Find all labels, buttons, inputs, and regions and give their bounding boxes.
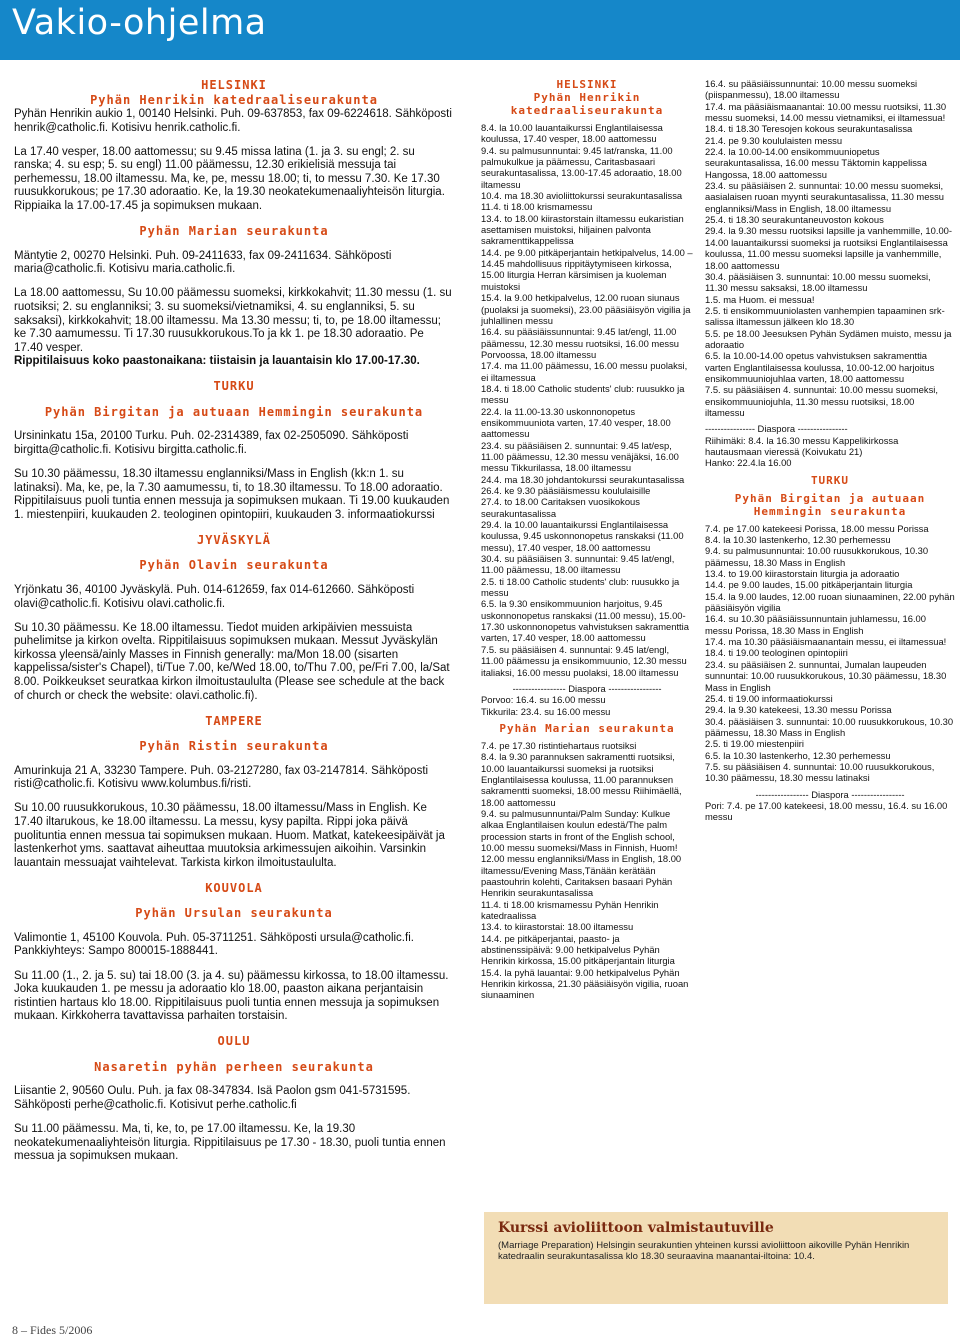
schedule-text: 15.4. la 9.00 laudes, 12.00 ruoan siunaaminen, 22.00 pyhän pääsiäisyön vigilia — [705, 590, 955, 614]
schedule-text: 13.4. to 18.00 kiirastorstain iltamessu eukaristian asettamisen muistoksi, hiljainen palvonta sakramenttikappelissa — [481, 212, 684, 247]
spacer — [14, 239, 454, 250]
spacer — [14, 548, 454, 559]
schedule-text: 6.5. la 10.00-14.00 opetus vahvistuksen sakramenttia varten Englantilaisessa koulussa, 10.00-12.00 harjoitus ensikommuuniojuhlaa varten, 18.00 aattomessu — [705, 350, 935, 384]
section-heading: TAMPERE — [205, 713, 263, 728]
page-footer: 8 – Fides 5/2006 — [12, 1323, 93, 1337]
notice-text: Rippitilaisuus koko paastonaikana: tiistaisin ja lauantaisin klo 17.00-17.30. — [14, 355, 420, 368]
schedule-text: 7.5. su pääsiäisen 4. sunnuntai: 10.00 messu suomeksi, ensikommuuniojuhla, 11.30 messu ruotsiksi, 18.00 iltamessu — [705, 384, 938, 418]
column-more-events — [705, 78, 955, 823]
schedule-text: 2.5. ti ensikommuuniolasten vanhempien tapaaminen srk-salissa iltamessun jälkeen klo 18.30 — [705, 304, 945, 328]
schedule-text: 2.5. ti 18.00 Catholic students' club: ruusukko ja messu — [481, 575, 680, 599]
schedule-text: Porvoo: 16.4. su 16.00 messu — [481, 694, 606, 706]
schedule-text: 14.4. pe pitkäperjantai, paasto- ja abstinenssipäivä: 9.00 hetkipalvelus Pyhän Henrikin kirkossa, 15.00 pitkäperjantain liturgia — [481, 932, 675, 967]
schedule-text: 8.4. la 10.00 lauantaikurssi Englantilaisessa koulussa, 17.40 vesper, 18.00 aattomessu — [481, 122, 663, 145]
schedule-text: 7.4. pe 17.00 katekeesi Porissa, 18.00 messu Porissa — [705, 522, 929, 534]
schedule-text: 11.4. ti 18.00 krismamessu Pyhän Henrikin katedraalissa — [481, 898, 659, 922]
schedule-text: 1.5. ma Huom. ei messua! — [705, 293, 815, 305]
schedule-text: Yrjönkatu 36, 40100 Jyväskylä. Puh. 014-612659, fax 014-612660. Sähköposti olavi@catholic.fi. Kotisivu olavi.catholic.fi. — [14, 583, 415, 610]
section-heading: Pyhän Marian seurakunta — [499, 721, 675, 735]
spacer — [14, 896, 454, 907]
schedule-text: 7.5. su pääsiäisen 4. sunnuntai: 10.00 ruusukkorukous, 10.30 päämessu, 18.30 messu latinaksi — [705, 760, 935, 784]
section-heading: Pyhän Olavin seurakunta — [139, 558, 329, 573]
section-heading: Pyhän Ristin seurakunta — [139, 739, 329, 754]
schedule-text: Pori: 7.4. pe 17.00 katekeesi, 18.00 messu, 16.4. su 16.00 messu — [705, 799, 948, 823]
schedule-text: 21.4. pe 9.30 koululaisten messu — [705, 134, 843, 146]
schedule-text: Liisantie 2, 90560 Oulu. Puh. ja fax 08-347834. Isä Paolon gsm 041-5731595. Sähköposti perhe@catholic.fi. Kotisivut perhe.catholic.fi — [14, 1085, 411, 1112]
schedule-text: 30.4. pääsiäisen 3. sunnuntai: 10.00 messu suomeksi, 11.30 messu saksaksi, 18.00 iltamessu — [705, 270, 931, 294]
schedule-text: 29.4. la 10.00 lauantaikurssi Englantilaisessa koulussa, 9.45 uskonnonopetus ranskaksi (11.00 messu), 17.40 vesper, 18.00 aattomessu — [481, 519, 684, 553]
diaspora-divider: ----------------- Diaspora ----------------- — [755, 788, 905, 800]
schedule-text: 7.4. pe 17.30 ristintiehartaus ruotsiksi — [481, 739, 637, 751]
section-heading: HELSINKI — [556, 78, 618, 91]
column-helsinki-events — [481, 78, 693, 1001]
schedule-text: 7.5. su pääsiäisen 4. sunnuntai: 9.45 lat/engl, 11.00 päämessu ja ensikommuunio, 12.30 messu italiaksi, 16.00 messu puolaksi, 18.00 iltamessu — [481, 643, 687, 678]
spacer — [14, 959, 454, 970]
schedule-text: 16.4. su pääsiäissunnuntai: 9.45 lat/engl, 11.00 päämessu, 12.30 messu ruotsiksi, 16.00 messu Porvoossa, 18.00 iltamessu — [481, 326, 680, 360]
schedule-text: 17.4. ma 10.30 pääsiäismaanantain messu, ei iltamessua! — [705, 636, 947, 648]
marriage-course-box — [484, 1212, 948, 1304]
schedule-text: 11.4. ti 18.00 krismamessu — [481, 201, 593, 213]
schedule-text: Hanko: 22.4.la 16.00 — [705, 457, 792, 469]
section-heading: TURKU — [810, 473, 850, 487]
schedule-text: 8.4. la 9.30 parannuksen sakramentti ruotsiksi, 10.00 lauantaikurssi suomeksi ja ruotsiksi Englantilaisessa koulussa, 11.00 parannuksen sakramentti suomeksi, 18.00 messu Riihimäellä, 18.00 aattomessu — [481, 751, 682, 808]
schedule-text: 13.4. to 19.00 kiirastorstain liturgia ja adoraatio — [705, 568, 900, 580]
schedule-text: 29.4. la 9.30 messu ruotsiksi lapsille ja vanhemmille, 10.00-14.00 lauantaikurssi suomeksi ja ruotsiksi Englantilaisessa koulussa, 11.00 messu suomeksi lapsille ja vanhemmille, 18.00 aattomessu — [705, 225, 952, 271]
schedule-text: 29.4. la 9.30 katekeesi, 13.30 messu Porissa — [705, 704, 892, 716]
spacer — [14, 1113, 454, 1124]
spacer — [14, 1075, 454, 1086]
schedule-text: 22.4. la 10.00-14.00 ensikommuuniopetus seurakuntasalissa, 16.00 messu Täktomin kappelissa Hangossa, 18.00 aattomessu — [705, 146, 927, 180]
schedule-text: ---------------- Diaspora ---------------- — [705, 423, 848, 435]
schedule-text: Valimontie 1, 45100 Kouvola. Puh. 05-3711251. Sähköposti ursula@catholic.fi. Pankkiyhteys: Sampo 800015-1888441. — [14, 931, 414, 958]
schedule-text: 30.4. pääsiäisen 3. sunnuntai: 10.00 ruusukkorukous, 10.30 päämessu, 18.30 Mass in English — [705, 715, 954, 738]
schedule-text: 16.4. su 10.30 pääsiäissunnuntain juhlamessu, 16.00 messu Porissa, 18.30 Mass in English — [705, 613, 926, 636]
schedule-text: 8.4. la 10.30 lastenkerho, 12.30 perhemessu — [705, 534, 891, 546]
section-heading: JYVÄSKYLÄ — [196, 532, 272, 547]
section-heading: Pyhän Birgitan ja autuaan Hemmingin seurakunta — [734, 491, 926, 518]
spacer — [14, 573, 454, 584]
section-heading: OULU — [217, 1034, 251, 1049]
spacer — [14, 921, 454, 932]
schedule-text: 18.4. ti 18.30 Teresojen kokous seurakuntasalissa — [705, 123, 913, 135]
spacer — [14, 458, 454, 469]
spacer — [14, 611, 454, 622]
schedule-text: 6.5. la 9.30 ensikommuunion harjoitus, 9.45 uskonnonopetus ranskaksi (11.00 messu), 15.00-17.30 uskonnonopetus vahvistuksen sakramenttia varten, 17.40 vesper, 18.00 aattomessu — [481, 598, 689, 644]
schedule-text: Tikkurila: 23.4. su 16.00 messu — [481, 705, 611, 717]
section-heading: Pyhän Ursulan seurakunta — [135, 906, 333, 921]
schedule-text: 14.4. pe 9.00 laudes, 15.00 pitkäperjantain liturgia — [705, 579, 913, 591]
schedule-text: 25.4. ti 19.00 informaatiokurssi — [705, 692, 833, 704]
spacer — [14, 277, 454, 288]
spacer — [14, 1049, 454, 1060]
schedule-text: La 18.00 aattomessu, Su 10.00 päämessu suomeksi, kirkkokahvit; 11.30 messu (1. su ruotsiksi; 2. su englanniksi; 3. su suomeksi/vietnamiksi, 4. su englanniksi, 5. su saksaksi), kirkkokahvit; 18.00 iltamessu. Ma 13.30 messu; ti, to, pe 18.00 iltamessu; ke 7.30 aamumessu. Ti 17.30 ruusukkorukous.To ja kk 1. pe 18.30 adoraatio. Pe 17.40 vesper. — [14, 287, 452, 354]
schedule-text: Ursininkatu 15a, 20100 Turku. Puh. 02-2314389, fax 02-2505090. Sähköposti birgitta@catholic.fi. Kotisivu birgitta.catholic.fi. — [14, 430, 409, 456]
section-heading: TURKU — [213, 379, 255, 394]
page-title: Vakio-ohjelma — [12, 3, 267, 43]
spacer — [14, 522, 454, 533]
column-main — [14, 78, 454, 1164]
schedule-text: La 17.40 vesper, 18.00 aattomessu; su 9.45 missa latina (1. ja 3. su engl; 2. su ranska; 4. su esp; 5. su engl) 11.00 päämessu, 12.30 erikielisiä messuja tai perhemessu, 18.00 iltamessu. Ma, ke, pe, messu 18.00; ti, to messu 7.30. Ke 17.30 ruusukkorukous; pe 17.30 adoraatio. Ke, la 19.30 neokatekumenaaliyhteisön liturgia. Rippiaika la 17.00-17.45 ja sopimuksen mukaan. — [14, 145, 445, 213]
schedule-text: 14.4. pe 9.00 pitkäperjantain hetkipalvelus, 14.00 – 14.45 mahdollisuus rippitäytymiseen kirkossa, 15.00 liturgia Herran kärsimisen ja kuoleman muistoksi — [481, 246, 693, 292]
schedule-text: 18.4. ti 18.00 Catholic students' club: ruusukko ja messu — [481, 382, 685, 406]
schedule-text: 13.4. to kiirastorstai: 18.00 iltamessu — [481, 921, 634, 933]
schedule-text: Su 11.00 (1., 2. ja 5. su) tai 18.00 (3. ja 4. su) päämessu kirkossa, to 18.00 iltamessu. Joka kuukauden 1. pe messu ja adoraatio klo 18.00, paaston aikana perjantaisin ristintien hartaus klo 18.00. Rippitilaisuus puoli tuntia ennen messuja ja sopimuksen mukaan. Kirkkoherra tavattavissa parhaiten torstaisin. — [14, 969, 449, 1023]
diaspora-divider: ----------------- Diaspora ----------------- — [512, 682, 662, 694]
spacer — [14, 754, 454, 765]
spacer — [14, 214, 454, 225]
schedule-text: 16.4. su pääsiäissunnuntai: 10.00 messu suomeksi (piispanmessu), 18.00 iltamessu — [705, 78, 918, 101]
spacer — [14, 135, 454, 146]
schedule-text: 2.5. ti 19.00 miestenpiiri — [705, 738, 805, 750]
schedule-text: 17.4. ma 11.00 päämessu, 16.00 messu puolaksi, ei iltamessua — [481, 360, 688, 383]
schedule-text: 24.4. ma 18.30 johdantokurssi seurakuntasalissa — [481, 473, 685, 485]
spacer — [14, 870, 454, 881]
title-banner — [0, 0, 960, 60]
spacer — [14, 703, 454, 714]
section-heading: Nasaretin pyhän perheen seurakunta — [94, 1059, 374, 1074]
schedule-text: 25.4. ti 18.30 seurakuntaneuvoston kokous — [705, 214, 884, 226]
schedule-text: Su 10.30 päämessu. Ke 18.00 iltamessu. Tiedot muiden arkipäivien messuista puhelimitse ja kirkon ovelta. Rippitilaisuus sopimuksen mukaan. Messut Jyväskylän kirkossa yleensä/ainly Masses in Finnish generally: ma/Mon 18.00 (sisarten kappelissa/sister's Chapel), ti/Tue 7.00, ke/Wed 18.00, to/Thu 7.00, pe/Fri 7.00, la/Sat 8.00. Poikkeukset seuratkaa kirkon ilmoitustaululta (Please see schedule at the back of church or check the website: olavi.catholic.fi). — [14, 621, 450, 702]
section-heading: HELSINKI — [201, 78, 267, 92]
schedule-text: 15.4. la pyhä lauantai: 9.00 hetkipalvelus Pyhän Henrikin kirkossa, 21.30 pääsiäisyön vigilia, ruoan siunaaminen — [481, 966, 689, 1001]
schedule-text: Su 10.30 päämessu, 18.30 iltamessu englanniksi/Mass in English (kk:n 1. su latinaksi). Ma, ke, pe, la 7.30 aamumessu, ti, to 18.30 iltamessu. To 18.00 adoraatio. Rippitilaisuus puoli tuntia ennen messuja ja sopimuksen mukaan. Ti 19.00 kuukauden 1. miestenpiiri, kuukauden 2. teologinen opintopiiri, kuukauden 3. informaatiokurssi — [14, 468, 450, 521]
schedule-text: 9.4. su palmusunnuntai/Palm Sunday: Kulkue alkaa Englantilaisen koulun edestä/The palm procession starts in front of the English school, 10.00 messu suomeksi/Mass in Finnish, Huom! 12.00 messu englanniksi/Mass in English, 18.00 iltamessu/Evening Mass,Tänään kerätään paastouhrin kolehti, Caritaksen basaari Pyhän Henrikin seurakuntasalissa — [481, 807, 682, 899]
schedule-text: 17.4. ma pääsiäismaanantai: 10.00 messu ruotsiksi, 11.30 messu suomeksi, 14.00 messu vietnamiksi, ei iltamessua! — [705, 100, 947, 124]
section-heading: Pyhän Henrikin katedraaliseurakunta — [510, 91, 664, 117]
spacer — [14, 369, 454, 380]
schedule-text: 6.5. la 10.30 lastenkerho, 12.30 perhemessu — [705, 749, 891, 761]
section-heading: Pyhän Birgitan ja autuaan Hemmingin seurakunta — [44, 404, 424, 419]
schedule-text: Amurinkuja 21 A, 33230 Tampere. Puh. 03-2127280, fax 03-2147814. Sähköposti risti@catholic.fi. Kotisivu www.kolumbus.fi/risti. — [14, 764, 429, 791]
spacer — [14, 420, 454, 431]
spacer — [14, 729, 454, 740]
schedule-text: Pyhän Henrikin aukio 1, 00140 Helsinki. Puh. 09-637853, fax 09-6224618. Sähköposti henrik@catholic.fi. Kotisivu henrik.catholic.fi. — [14, 108, 452, 134]
schedule-text: 9.4. su palmusunnuntai: 9.45 lat/ranska, 11.00 palmukulkue ja päämessu, Caritasbasaari seurakuntasalissa, 13.00-17.45 adoraatio, 18.00 iltamessu — [481, 144, 682, 190]
schedule-text: Su 10.00 ruusukkorukous, 10.30 päämessu, 18.00 iltamessu/Mass in English. Ke 17.40 iltarukous, ke 18.00 iltamessu. La messu, kysy papilta. Rippi joka päivä puolituntia ennen messua tai sopimuksen mukaan. Huom. Matkat, katekeesipäivät ja lastenkerhot yms. saattavat aiheuttaa muutoksia arkimessujen aikoihin. Varsinkin lauantain messuajat vaihtelevat. Tarkista kirkon ilmoitustaululta. — [14, 802, 445, 869]
schedule-text: 5.5. pe 18.00 Jeesuksen Pyhän Sydämen muisto, messu ja adoraatio — [705, 327, 952, 350]
spacer — [14, 1024, 454, 1035]
schedule-text: 23.4. su pääsiäisen 2. sunnuntai: 10.00 messu suomeksi, aasialaisen ruoan myynti seurakuntasalissa, 11.30 messu englanniksi/Mass in English, 18.00 iltamessu — [705, 180, 945, 214]
spacer — [14, 792, 454, 803]
marriage-course-title: Kurssi avioliittoon valmistautuville — [498, 1220, 774, 1236]
schedule-text: 23.4. su pääsiäisen 2. sunnuntai, Jumalan laupeuden sunnuntai: 10.00 ruusukkorukous, 10.30 päämessu, 18.30 Mass in English — [705, 658, 947, 693]
schedule-text: Su 11.00 päämessu. Ma, ti, ke, to, pe 17.00 iltamessu. Ke, la 19.30 neokatekumenaaliyhteisön liturgia. Rippitilaisuus pe 17.30 - 18.30, puoli tuntia ennen messua ja sopimuksen mukaan. — [14, 1123, 446, 1163]
section-heading: KOUVOLA — [205, 880, 263, 895]
spacer — [14, 394, 454, 405]
schedule-text: 26.4. ke 9.30 pääsiäismessu koululaisille — [481, 485, 651, 496]
schedule-text: 30.4. su pääsiäisen 3. sunnuntai: 9.45 lat/engl, 11.00 päämessu, 18.00 iltamessu — [481, 553, 675, 576]
schedule-text: Riihimäki: 8.4. la 16.30 messu Kappelikirkossa hautausmaan vieressä (Koivukatu 21) — [705, 434, 899, 457]
schedule-text: Mäntytie 2, 00270 Helsinki. Puh. 09-2411633, fax 09-2411634. Sähköposti maria@catholic.fi. Kotisivu maria.catholic.fi. — [14, 249, 392, 276]
schedule-text: 27.4. to 18.00 Caritaksen vuosikokous seurakuntasalissa — [481, 496, 640, 519]
schedule-text: 22.4. la 11.00-13.30 uskonnonopetus ensikommuuniota varten, 17.40 vesper, 18.00 aattomessu — [481, 405, 671, 440]
section-heading: Pyhän Henrikin katedraaliseurakunta — [90, 93, 378, 107]
marriage-course-text: (Marriage Preparation) Helsingin seurakuntien yhteinen kurssi avioliittoon aikoville Pyhän Henrikin katedraalin seurakuntasalissa klo 18.30 seuraavina maanantai-iltoina: 10.4. — [498, 1240, 910, 1263]
schedule-text: 18.4. ti 19.00 teologinen opintopiiri — [705, 647, 848, 659]
schedule-text: 9.4. su palmusunnuntai: 10.00 ruusukkorukous, 10.30 päämessu, 18.30 Mass in English — [705, 545, 929, 568]
schedule-text: 23.4. su pääsiäisen 2. sunnuntai: 9.45 lat/esp, 11.00 päämessu, 12.30 messu venäjäksi, 16.00 messu Tikkurilassa, 18.00 iltamessu — [481, 439, 679, 474]
schedule-text: 15.4. la 9.00 hetkipalvelus, 12.00 ruoan siunaus (puolaksi ja suomeksi), 23.00 pääsiäisyön vigilia ja juhlallinen messu — [481, 292, 691, 326]
schedule-text: 10.4. ma 18.30 avioliittokurssi seurakuntasalissa — [481, 190, 683, 202]
section-heading: Pyhän Marian seurakunta — [139, 224, 329, 239]
